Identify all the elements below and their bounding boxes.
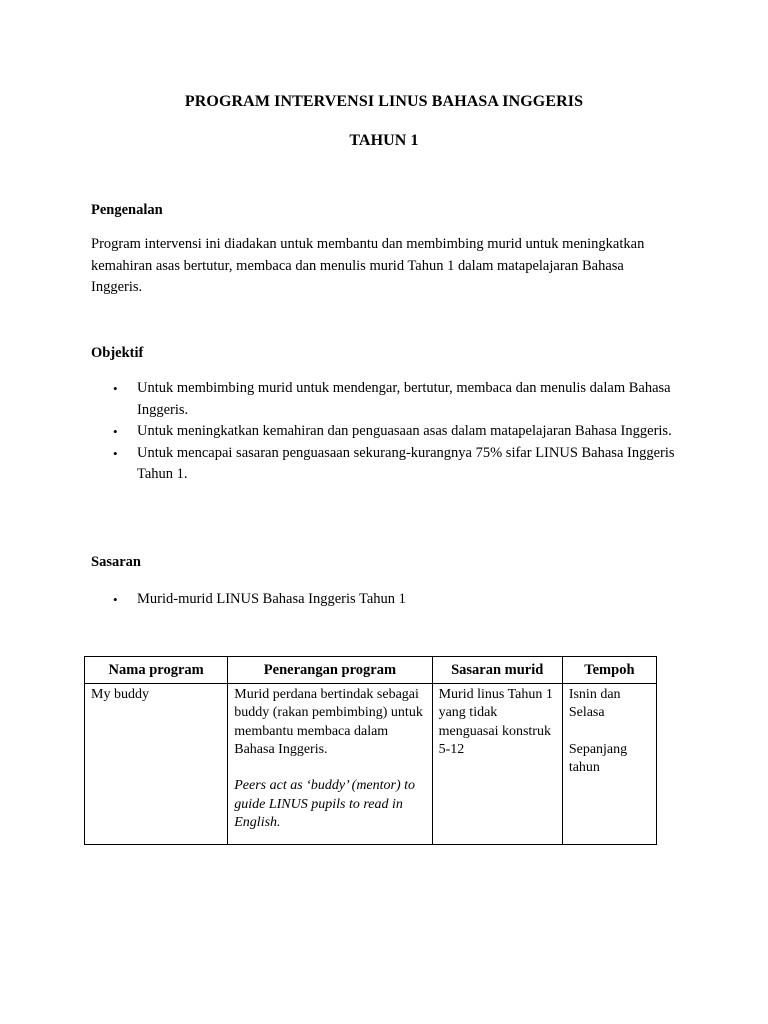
duration-period: Sepanjang tahun [568,741,628,776]
bullet-icon: • [113,592,118,607]
cell-duration [562,684,656,845]
duration-days: Isnin dan Selasa [568,687,621,721]
table-header-row [85,657,657,684]
objective-text: Untuk membimbing murid untuk mendengar, bertutur, membaca dan menulis dalam Bahasa Inggeris. [137,380,671,418]
cell-spacer [569,723,650,741]
column-header-name: Nama program [85,657,228,684]
bullet-icon: • [113,424,118,439]
target-item [0,589,682,611]
cell-program-description [228,684,432,845]
cell-target-pupils: Murid linus Tahun 1 yang tidak menguasai konstruk 5-12 [432,684,562,845]
description-english-text: Peers act as ‘buddy’ (mentor) to guide LINUS pupils to read in English. [234,778,416,831]
column-header-description: Penerangan program [228,657,432,684]
target-list [0,589,768,611]
target-heading: Sasaran [91,554,141,570]
objectives-list [0,378,768,486]
column-header-duration: Tempoh [562,657,656,684]
cell-spacer [234,759,425,777]
objective-item [0,421,682,443]
objective-text: Untuk meningkatkan kemahiran dan penguasaan asas dalam matapelajaran Bahasa Inggeris. [137,423,672,439]
description-text: Murid perdana bertindak sebagai buddy (rakan pembimbing) untuk membantu membaca dalam Bahasa Inggeris. [234,687,423,757]
objective-item [0,378,682,421]
intro-heading: Pengenalan [91,202,163,218]
target-text: Murid-murid LINUS Bahasa Inggeris Tahun 1 [137,591,406,607]
column-header-target: Sasaran murid [432,657,562,684]
objective-item [0,443,682,486]
document-subtitle: TAHUN 1 [349,132,419,149]
cell-program-name: My buddy [85,684,228,845]
objectives-heading: Objektif [91,345,144,361]
program-table [84,656,657,845]
bullet-icon: • [113,445,118,461]
intro-paragraph: Program intervensi ini diadakan untuk membantu dan membimbing murid untuk meningkatkan kemahiran asas bertutur, membaca dan menulis murid Tahun 1 dalam matapelajaran Bahasa Inggeris. [91,236,645,295]
document-title: PROGRAM INTERVENSI LINUS BAHASA INGGERIS [184,93,584,110]
bullet-icon: • [113,381,118,396]
table-row [85,684,657,845]
objective-text: Untuk mencapai sasaran penguasaan sekurang-kurangnya 75% sifar LINUS Bahasa Inggeris Tahun 1. [137,444,675,482]
